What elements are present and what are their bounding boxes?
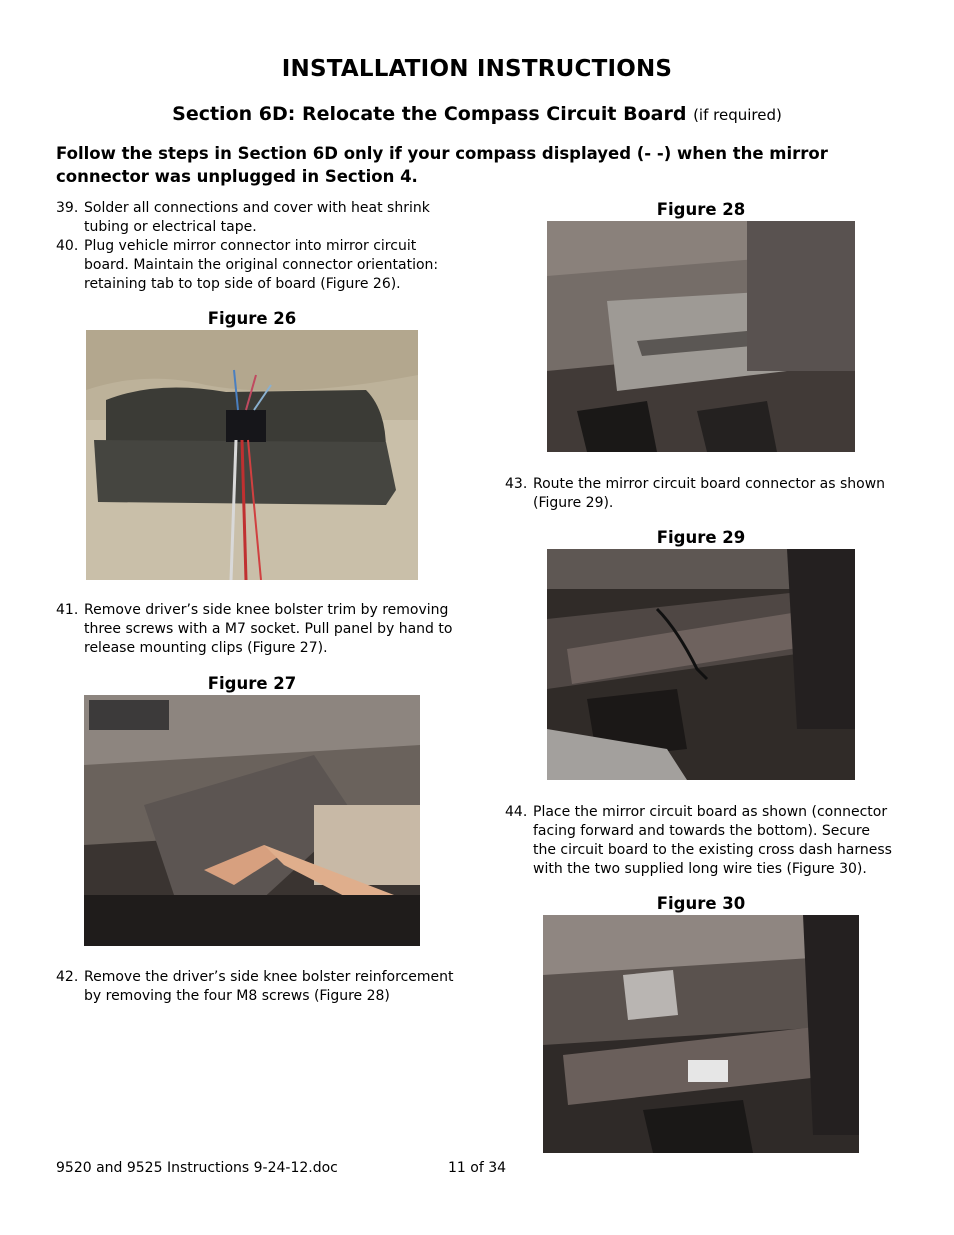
step-41	[56, 601, 456, 658]
footer-page-number: 11 of 34	[448, 1160, 507, 1176]
section-note: (if required)	[693, 106, 782, 124]
step-43	[505, 475, 895, 513]
step-40	[56, 237, 456, 294]
step-text: Remove the driver’s side knee bolster reinforcement by removing the four M8 screws (Figure 28)	[84, 969, 454, 1004]
section-heading	[0, 103, 954, 125]
figure-27-caption: Figure 27	[207, 674, 297, 693]
figure-29-photo	[547, 549, 855, 780]
step-number: 41.	[56, 602, 79, 618]
figure-26-photo	[86, 330, 418, 580]
section-heading-text: Section 6D: Relocate the Compass Circuit Board	[172, 103, 687, 125]
step-text: Remove driver’s side knee bolster trim by removing three screws with a M7 socket. Pull panel by hand to release mounting clips (Figure 27).	[84, 602, 453, 656]
step-text: Route the mirror circuit board connector as shown (Figure 29).	[533, 476, 886, 511]
step-39	[56, 199, 456, 237]
step-text: Plug vehicle mirror connector into mirror circuit board. Maintain the original connector orientation: retaining tab to top side of board (Figure 26).	[84, 238, 439, 292]
step-text: Place the mirror circuit board as shown (connector facing forward and towards the bottom). Secure the circuit board to the existing cross dash harness with the two supplied long wire ties (Figure 30).	[533, 804, 892, 877]
figure-29-caption: Figure 29	[656, 528, 746, 547]
figure-28-photo	[547, 221, 855, 452]
footer-document-name: 9520 and 9525 Instructions 9-24-12.doc	[56, 1160, 338, 1176]
figure-30-caption: Figure 30	[656, 894, 746, 913]
step-42	[56, 968, 456, 1006]
intro-paragraph: Follow the steps in Section 6D only if your compass displayed (- -) when the mirror connector was unplugged in Section 4.	[56, 144, 828, 186]
figure-26-caption: Figure 26	[207, 309, 297, 328]
step-number: 44.	[505, 804, 528, 820]
figure-27-photo	[84, 695, 420, 946]
step-number: 43.	[505, 476, 528, 492]
step-number: 39.	[56, 200, 79, 216]
step-number: 42.	[56, 969, 79, 985]
step-number: 40.	[56, 238, 79, 254]
step-44	[505, 803, 895, 879]
step-text: Solder all connections and cover with heat shrink tubing or electrical tape.	[84, 200, 430, 235]
figure-30-photo	[543, 915, 859, 1153]
page-title: INSTALLATION INSTRUCTIONS	[281, 56, 673, 82]
figure-28-caption: Figure 28	[656, 200, 746, 219]
